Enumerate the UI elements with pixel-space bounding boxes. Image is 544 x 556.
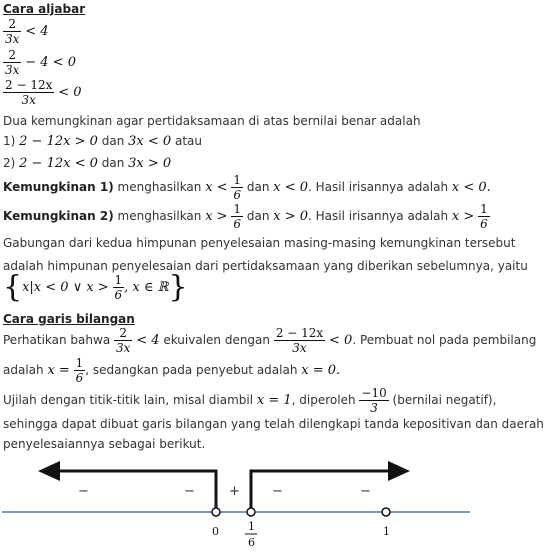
case-1: 1) 2 − 12x > 0 dan 3x < 0 atau bbox=[3, 134, 203, 149]
point-one-open bbox=[382, 508, 390, 516]
kemungkinan-1: Kemungkinan 1) menghasilkan x < $\frac{1}{6}$ dan x < 0. Hasil irisannya adalah x < 0. bbox=[3, 173, 491, 202]
number-line-diagram bbox=[0, 456, 474, 556]
garis-para-4: sehingga dapat dibuat garis bilangan yang telah dilengkapi tanda kepositivan dan daerah bbox=[3, 417, 544, 431]
step-3: $\frac{2 - 12x}{3x}$ < 0 bbox=[5, 78, 82, 107]
label-zero: 0 bbox=[212, 525, 219, 538]
step-2: $\frac{2}{3x}$ − 4 < 0 bbox=[5, 48, 76, 77]
solution-set: {x|x < 0 ∨ x > $\frac{1}{6}$ , x ∈ ℝ} bbox=[3, 269, 188, 305]
step-1: $\frac{2}{3x}$ < 4 bbox=[5, 17, 49, 46]
sign-1: − bbox=[78, 484, 89, 499]
case-2: 2) 2 − 12x < 0 dan 3x > 0 bbox=[3, 156, 172, 171]
gabungan-line-2: adalah himpunan penyelesaian dari pertidaksamaan yang diberikan sebelumnya, yaitu bbox=[3, 259, 528, 273]
intro-text: Dua kemungkinan agar pertidaksamaan di atas bernilai benar adalah bbox=[3, 114, 421, 128]
garis-para-2: adalah x = $\frac{1}{6}$ , sedangkan pada penyebut adalah x = 0. bbox=[3, 356, 341, 385]
right-arrow-head bbox=[388, 461, 410, 481]
heading-garis-bilangan: Cara garis bilangan bbox=[3, 312, 135, 326]
sign-2: − bbox=[184, 484, 195, 499]
point-sixth-open bbox=[247, 508, 255, 516]
sign-5: − bbox=[360, 484, 371, 499]
garis-para-5: penyelesaiannya sebagai berikut. bbox=[3, 437, 206, 451]
garis-para-3: Ujilah dengan titik-titik lain, misal diambil x = 1, diperoleh $\frac{-10}{3}$ (bernilai negatif), bbox=[3, 386, 497, 415]
sign-3: + bbox=[229, 484, 240, 499]
heading-aljabar: Cara aljabar bbox=[3, 2, 86, 16]
label-sixth-den: 6 bbox=[248, 536, 255, 549]
garis-para-1: Perhatikan bahwa $\frac{2}{3x}$ < 4 ekuivalen dengan $\frac{2 - 12x}{3x}$ < 0. Pembuat nol pada pembilang bbox=[3, 326, 537, 355]
sign-4: − bbox=[272, 484, 283, 499]
label-one: 1 bbox=[383, 525, 390, 538]
gabungan-line-1: Gabungan dari kedua himpunan penyelesaian masing-masing kemungkinan tersebut bbox=[3, 236, 516, 250]
label-sixth-num: 1 bbox=[248, 520, 255, 533]
kemungkinan-2: Kemungkinan 2) menghasilkan x > $\frac{1}{6}$ dan x > 0. Hasil irisannya adalah x > $\frac{1}{6}$ bbox=[3, 202, 488, 231]
left-arrow-head bbox=[38, 461, 60, 481]
point-zero-open bbox=[212, 508, 220, 516]
